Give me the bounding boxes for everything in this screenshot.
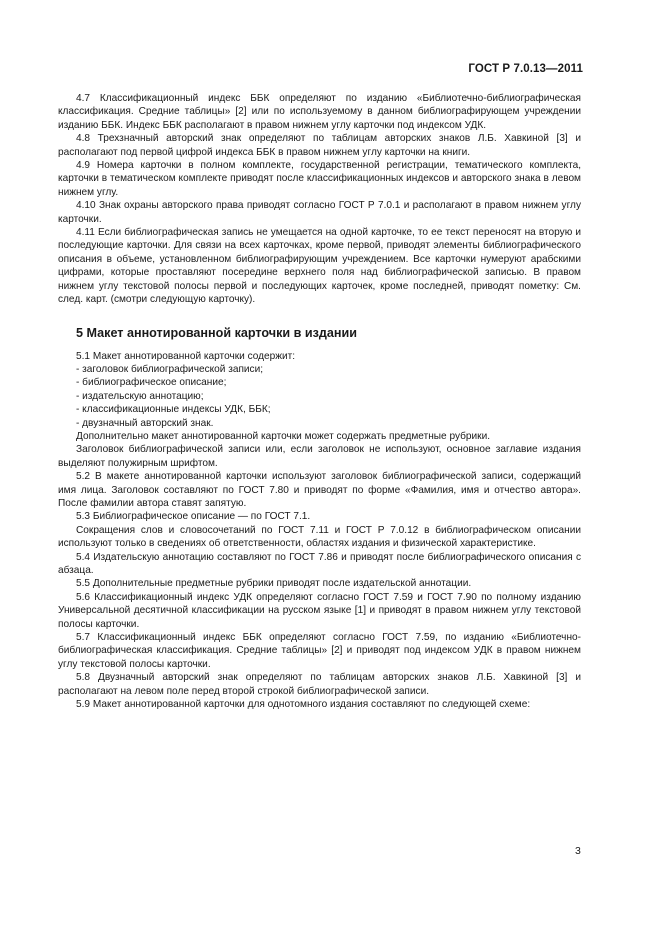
paragraph-4-10: 4.10 Знак охраны авторского права приводят согласно ГОСТ Р 7.0.1 и располагают в правом нижнем углу карточки.	[58, 200, 581, 225]
list-item: - классификационные индексы УДК, ББК;	[76, 404, 271, 416]
paragraph-4-11: 4.11 Если библиографическая запись не умещается на одной карточке, то ее текст переносят на вторую и последующие карточки. Для связи на всех карточках, кроме первой, приводят элементы библиографического описания в объеме, установленном библиографирующим учреждением. Все карточки нумеруют арабскими цифрами, которые проставляют посередине верхнего поля над библиографической записью. В правом нижнем углу текстовой полосы первой и последующих карточек, кроме последней, приводят пометку: См. след. карт. (смотри следующую карточку).	[58, 227, 581, 306]
list-item: - заголовок библиографической записи;	[76, 363, 264, 375]
paragraph-5-2: 5.2 В макете аннотированной карточки используют заголовок библиографической записи, содержащий имя лица. Заголовок составляют по ГОСТ 7.80 и приводят по форме «Фамилия, имя и отчество автора». После фамилии автора ставят запятую.	[58, 471, 581, 509]
list-item: - издательскую аннотацию;	[76, 390, 204, 402]
paragraph-subject-headings: Дополнительно макет аннотированной карточки может содержать предметные рубрики.	[76, 430, 491, 442]
paragraph-5-3: 5.3 Библиографическое описание — по ГОСТ 7.1.	[76, 511, 311, 523]
paragraph-heading-bold: Заголовок библиографической записи или, если заголовок не используют, основное заглавие издания выделяют полужирным шрифтом.	[58, 444, 581, 469]
paragraph-4-9: 4.9 Номера карточки в полном комплекте, государственной регистрации, тематического комплекта, карточки в тематическом комплекте приводят после классификационных индексов и авторского знака в левом нижнем углу.	[58, 160, 581, 198]
paragraph-abbreviations: Сокращения слов и словосочетаний по ГОСТ 7.11 и ГОСТ Р 7.0.12 в библиографическом описании используют только в сведениях об ответственности, областях издания и физической характеристике.	[58, 524, 581, 550]
paragraph-5-4: 5.4 Издательскую аннотацию составляют по ГОСТ 7.86 и приводят после библиографического описания с абзаца.	[58, 551, 581, 576]
section-5-heading: 5 Макет аннотированной карточки в издании	[76, 325, 357, 340]
paragraph-5-9: 5.9 Макет аннотированной карточки для однотомного издания составляют по следующей схеме:	[76, 699, 531, 711]
body-text	[58, 92, 581, 711]
paragraph-5-7: 5.7 Классификационный индекс ББК определяют согласно ГОСТ 7.59, по изданию «Библиотечно-библиографическая классификация. Средние таблицы» [2] и приводят под индексом УДК в правом нижнем углу текстовой полосы карточки.	[58, 632, 581, 670]
paragraph-5-6: 5.6 Классификационный индекс УДК определяют согласно ГОСТ 7.59 и ГОСТ 7.90 по полному изданию Универсальной десятичной классификации на русском языке [1] и приводят в правом нижнем углу текстовой полосы карточки.	[58, 591, 581, 630]
list-item: - библиографическое описание;	[76, 377, 227, 389]
list-item: - двузначный авторский знак.	[76, 417, 214, 429]
paragraph-5-5: 5.5 Дополнительные предметные рубрики приводят после издательской аннотации.	[76, 578, 472, 590]
paragraph-4-8: 4.8 Трехзначный авторский знак определяют по таблицам авторских знаков Л.Б. Хавкиной [3] и располагают под первой цифрой индекса ББК в правом нижнем углу карточки на книги.	[58, 133, 581, 158]
paragraph-5-8: 5.8 Двузначный авторский знак определяют по таблицам авторских знаков Л.Б. Хавкиной [3] и располагают на левом поле перед второй строкой библиографической записи.	[58, 672, 581, 697]
paragraph-5-1: 5.1 Макет аннотированной карточки содержит:	[76, 350, 296, 362]
page-number: 3	[575, 845, 581, 857]
paragraph-4-7: 4.7 Классификационный индекс ББК определяют по изданию «Библиотечно-библиографическая классификация. Средние таблицы» [2] или по используемому в данном библиографирующем учреждении изданию ББК. Индекс ББК располагают в правом нижнем углу карточки под индексом УДК.	[58, 93, 581, 131]
standard-code-header: ГОСТ Р 7.0.13—2011	[468, 63, 583, 75]
